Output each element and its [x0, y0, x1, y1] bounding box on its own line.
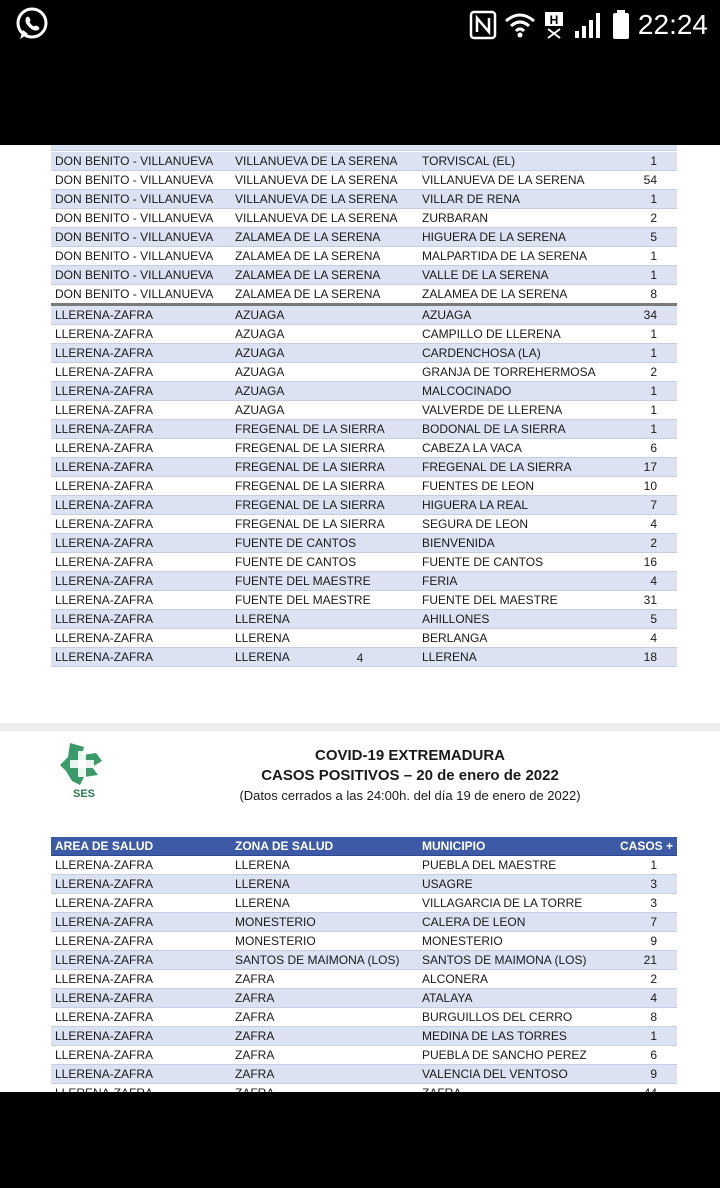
zona-cell: VILLANUEVA DE LA SERENA [231, 152, 418, 171]
pdf-page-5 [0, 731, 720, 1092]
wifi-icon [504, 11, 536, 39]
municipio-cell: USAGRE [418, 875, 608, 894]
municipio-cell: VALVERDE DE LLERENA [418, 401, 608, 420]
area-cell: DON BENITO - VILLANUEVA [51, 209, 231, 228]
municipio-cell: FUENTES DE LEON [418, 477, 608, 496]
casos-cell: 4 [608, 989, 677, 1008]
cell-signal-icon [574, 11, 604, 39]
area-cell: DON BENITO - VILLANUEVA [51, 171, 231, 190]
zona-cell: LLERENA [231, 856, 418, 875]
area-cell: LLERENA-ZAFRA [51, 932, 231, 951]
status-bar [0, 0, 720, 145]
municipio-cell: PUEBLA DEL MAESTRE [418, 856, 608, 875]
page-number: 4 [356, 651, 364, 665]
municipio-cell: CALERA DE LEON [418, 913, 608, 932]
area-cell: LLERENA-ZAFRA [51, 591, 231, 610]
zona-cell: FUENTE DE CANTOS [231, 553, 418, 572]
municipio-cell: CAMPILLO DE LLERENA [418, 325, 608, 344]
area-cell: DON BENITO - VILLANUEVA [51, 152, 231, 171]
area-cell: LLERENA-ZAFRA [51, 420, 231, 439]
logo-text: SES [72, 788, 96, 800]
table-row [51, 572, 677, 591]
municipio-cell: MONESTERIO [418, 932, 608, 951]
casos-cell: 9 [608, 1065, 677, 1084]
zona-cell: ZAFRA [231, 989, 418, 1008]
table-row [51, 420, 677, 439]
table-row [51, 913, 677, 932]
casos-cell: 1 [608, 190, 677, 209]
table-row [51, 970, 677, 989]
hspa-signal-icon [544, 11, 566, 39]
municipio-cell: PUEBLA DE SANCHO PEREZ [418, 1046, 608, 1065]
table-row [51, 325, 677, 344]
area-cell: LLERENA-ZAFRA [51, 610, 231, 629]
area-cell: LLERENA-ZAFRA [51, 1027, 231, 1046]
zona-cell: AZUAGA [231, 325, 418, 344]
table-row [51, 1065, 677, 1084]
table-row [51, 401, 677, 420]
municipio-cell: MEDINA DE LAS TORRES [418, 1027, 608, 1046]
clock: 22:24 [637, 9, 708, 40]
casos-cell: 2 [608, 534, 677, 553]
zona-cell: FREGENAL DE LA SIERRA [231, 477, 418, 496]
casos-cell: 1 [608, 266, 677, 285]
zona-cell: LLERENA [231, 648, 418, 667]
area-cell: LLERENA-ZAFRA [51, 913, 231, 932]
zona-cell: FUENTE DEL MAESTRE [231, 591, 418, 610]
table-row [51, 363, 677, 382]
casos-cell: 7 [608, 496, 677, 515]
zona-cell: FREGENAL DE LA SIERRA [231, 458, 418, 477]
area-cell: LLERENA-ZAFRA [51, 629, 231, 648]
municipio-cell: BURGUILLOS DEL CERRO [418, 1008, 608, 1027]
table-row [51, 894, 677, 913]
zona-cell: ZALAMEA DE LA SERENA [231, 228, 418, 247]
zona-cell: FREGENAL DE LA SIERRA [231, 439, 418, 458]
casos-cell: 1 [608, 247, 677, 266]
zona-cell: ZAFRA [231, 1065, 418, 1084]
municipio-cell: FUENTE DEL MAESTRE [418, 591, 608, 610]
casos-cell: 3 [608, 894, 677, 913]
area-cell: LLERENA-ZAFRA [51, 648, 231, 667]
zona-cell: LLERENA [231, 610, 418, 629]
casos-cell: 1 [608, 856, 677, 875]
area-cell: LLERENA-ZAFRA [51, 572, 231, 591]
zona-cell: SANTOS DE MAIMONA (LOS) [231, 951, 418, 970]
table-row [51, 856, 677, 875]
table-row [51, 534, 677, 553]
area-cell: LLERENA-ZAFRA [51, 989, 231, 1008]
casos-cell: 2 [608, 209, 677, 228]
table-row [51, 344, 677, 363]
header-zona: ZONA DE SALUD [231, 837, 418, 856]
area-cell: LLERENA-ZAFRA [51, 439, 231, 458]
casos-cell: 16 [608, 553, 677, 572]
zona-cell: FREGENAL DE LA SIERRA [231, 515, 418, 534]
svg-text:H: H [549, 13, 559, 27]
cases-table-page5 [51, 837, 677, 1103]
table-row [51, 228, 677, 247]
zona-cell: AZUAGA [231, 344, 418, 363]
area-cell: LLERENA-ZAFRA [51, 515, 231, 534]
casos-cell: 9 [608, 932, 677, 951]
area-cell: LLERENA-ZAFRA [51, 856, 231, 875]
municipio-cell: AZUAGA [418, 305, 608, 325]
municipio-cell: BERLANGA [418, 629, 608, 648]
area-cell: DON BENITO - VILLANUEVA [51, 190, 231, 209]
zona-cell: MONESTERIO [231, 932, 418, 951]
area-cell: LLERENA-ZAFRA [51, 496, 231, 515]
table-row [51, 439, 677, 458]
municipio-cell: VILLAR DE RENA [418, 190, 608, 209]
municipio-cell: FREGENAL DE LA SIERRA [418, 458, 608, 477]
casos-cell: 6 [608, 439, 677, 458]
zona-cell: FREGENAL DE LA SIERRA [231, 496, 418, 515]
zona-cell: LLERENA [231, 629, 418, 648]
area-cell: LLERENA-ZAFRA [51, 553, 231, 572]
casos-cell: 5 [608, 610, 677, 629]
municipio-cell: HIGUERA DE LA SERENA [418, 228, 608, 247]
area-cell: LLERENA-ZAFRA [51, 1065, 231, 1084]
casos-cell: 54 [608, 171, 677, 190]
table-row [51, 1027, 677, 1046]
area-cell: LLERENA-ZAFRA [51, 382, 231, 401]
municipio-cell: ZALAMEA DE LA SERENA [418, 285, 608, 305]
casos-cell: 8 [608, 285, 677, 305]
casos-cell: 4 [608, 629, 677, 648]
table-row [51, 591, 677, 610]
table-row [51, 247, 677, 266]
casos-cell: 3 [608, 875, 677, 894]
pdf-page-4 [0, 145, 720, 723]
cut-off-row [51, 145, 677, 151]
zona-cell: ZAFRA [231, 1046, 418, 1065]
battery-icon [612, 11, 630, 39]
table-row [51, 458, 677, 477]
casos-cell: 7 [608, 913, 677, 932]
casos-cell: 1 [608, 344, 677, 363]
zona-cell: ZALAMEA DE LA SERENA [231, 247, 418, 266]
table-row [51, 209, 677, 228]
municipio-cell: SEGURA DE LEON [418, 515, 608, 534]
municipio-cell: SANTOS DE MAIMONA (LOS) [418, 951, 608, 970]
header-casos: CASOS + [608, 837, 677, 856]
municipio-cell: CABEZA LA VACA [418, 439, 608, 458]
municipio-cell: FUENTE DE CANTOS [418, 553, 608, 572]
table-row [51, 266, 677, 285]
report-subtitle: CASOS POSITIVOS – 20 de enero de 2022 [261, 767, 559, 784]
casos-cell: 1 [608, 420, 677, 439]
table-row [51, 515, 677, 534]
document-viewer[interactable] [0, 145, 720, 1092]
municipio-cell: AHILLONES [418, 610, 608, 629]
table-row [51, 629, 677, 648]
table-row [51, 477, 677, 496]
casos-cell: 31 [608, 591, 677, 610]
zona-cell: ZAFRA [231, 1027, 418, 1046]
table-row [51, 171, 677, 190]
table-row [51, 285, 677, 305]
municipio-cell: VALENCIA DEL VENTOSO [418, 1065, 608, 1084]
bottom-black-area [0, 1092, 720, 1188]
table-row [51, 190, 677, 209]
zona-cell: VILLANUEVA DE LA SERENA [231, 171, 418, 190]
header-municipio: MUNICIPIO [418, 837, 608, 856]
table-row [51, 932, 677, 951]
municipio-cell: BIENVENIDA [418, 534, 608, 553]
area-cell: DON BENITO - VILLANUEVA [51, 247, 231, 266]
area-cell: LLERENA-ZAFRA [51, 951, 231, 970]
area-cell: LLERENA-ZAFRA [51, 875, 231, 894]
zona-cell: FREGENAL DE LA SIERRA [231, 420, 418, 439]
casos-cell: 1 [608, 1027, 677, 1046]
table-row [51, 1008, 677, 1027]
zona-cell: AZUAGA [231, 382, 418, 401]
zona-cell: LLERENA [231, 875, 418, 894]
whatsapp-icon[interactable] [14, 6, 50, 42]
area-cell: LLERENA-ZAFRA [51, 344, 231, 363]
report-note: (Datos cerrados a las 24:00h. del día 19 de enero de 2022) [239, 788, 581, 803]
area-cell: DON BENITO - VILLANUEVA [51, 228, 231, 247]
municipio-cell: GRANJA DE TORREHERMOSA [418, 363, 608, 382]
casos-cell: 1 [608, 382, 677, 401]
zona-cell: VILLANUEVA DE LA SERENA [231, 190, 418, 209]
casos-cell: 17 [608, 458, 677, 477]
zona-cell: FUENTE DEL MAESTRE [231, 572, 418, 591]
zona-cell: ZALAMEA DE LA SERENA [231, 266, 418, 285]
municipio-cell: VALLE DE LA SERENA [418, 266, 608, 285]
casos-cell: 8 [608, 1008, 677, 1027]
municipio-cell: HIGUERA LA REAL [418, 496, 608, 515]
municipio-cell: VILLANUEVA DE LA SERENA [418, 171, 608, 190]
header-area: AREA DE SALUD [51, 837, 231, 856]
casos-cell: 5 [608, 228, 677, 247]
table-row [51, 553, 677, 572]
casos-cell: 34 [608, 305, 677, 325]
area-cell: LLERENA-ZAFRA [51, 894, 231, 913]
casos-cell: 21 [608, 951, 677, 970]
cases-table-page4 [51, 152, 677, 667]
nfc-icon [470, 11, 496, 39]
zona-cell: AZUAGA [231, 305, 418, 325]
area-cell: LLERENA-ZAFRA [51, 401, 231, 420]
municipio-cell: MALPARTIDA DE LA SERENA [418, 247, 608, 266]
casos-cell: 4 [608, 515, 677, 534]
area-cell: LLERENA-ZAFRA [51, 458, 231, 477]
area-cell: LLERENA-ZAFRA [51, 1008, 231, 1027]
table-row [51, 496, 677, 515]
municipio-cell: VILLAGARCIA DE LA TORRE [418, 894, 608, 913]
ses-logo [58, 741, 110, 799]
municipio-cell: ZURBARAN [418, 209, 608, 228]
municipio-cell: FERIA [418, 572, 608, 591]
area-cell: DON BENITO - VILLANUEVA [51, 266, 231, 285]
casos-cell: 1 [608, 401, 677, 420]
table-row [51, 152, 677, 171]
zona-cell: FUENTE DE CANTOS [231, 534, 418, 553]
area-cell: LLERENA-ZAFRA [51, 477, 231, 496]
table-row [51, 305, 677, 325]
area-cell: LLERENA-ZAFRA [51, 534, 231, 553]
area-cell: LLERENA-ZAFRA [51, 325, 231, 344]
table-row [51, 610, 677, 629]
casos-cell: 2 [608, 970, 677, 989]
table-row [51, 989, 677, 1008]
zona-cell: ZALAMEA DE LA SERENA [231, 285, 418, 305]
zona-cell: ZAFRA [231, 1008, 418, 1027]
area-cell: DON BENITO - VILLANUEVA [51, 285, 231, 305]
casos-cell: 6 [608, 1046, 677, 1065]
zona-cell: LLERENA [231, 894, 418, 913]
casos-cell: 4 [608, 572, 677, 591]
zona-cell: AZUAGA [231, 363, 418, 382]
casos-cell: 10 [608, 477, 677, 496]
municipio-cell: ATALAYA [418, 989, 608, 1008]
zona-cell: AZUAGA [231, 401, 418, 420]
municipio-cell: TORVISCAL (EL) [418, 152, 608, 171]
municipio-cell: MALCOCINADO [418, 382, 608, 401]
table-row [51, 951, 677, 970]
area-cell: LLERENA-ZAFRA [51, 970, 231, 989]
table-row [51, 875, 677, 894]
municipio-cell: CARDENCHOSA (LA) [418, 344, 608, 363]
area-cell: LLERENA-ZAFRA [51, 1046, 231, 1065]
zona-cell: MONESTERIO [231, 913, 418, 932]
zona-cell: ZAFRA [231, 970, 418, 989]
casos-cell: 1 [608, 152, 677, 171]
area-cell: LLERENA-ZAFRA [51, 363, 231, 382]
municipio-cell: LLERENA [418, 648, 608, 667]
casos-cell: 2 [608, 363, 677, 382]
area-cell: LLERENA-ZAFRA [51, 305, 231, 325]
table-row [51, 382, 677, 401]
casos-cell: 1 [608, 325, 677, 344]
municipio-cell: BODONAL DE LA SIERRA [418, 420, 608, 439]
municipio-cell: ALCONERA [418, 970, 608, 989]
casos-cell: 18 [608, 648, 677, 667]
zona-cell: VILLANUEVA DE LA SERENA [231, 209, 418, 228]
report-title: COVID-19 EXTREMADURA [314, 747, 506, 764]
table-row [51, 1046, 677, 1065]
table-header-row [51, 837, 677, 856]
